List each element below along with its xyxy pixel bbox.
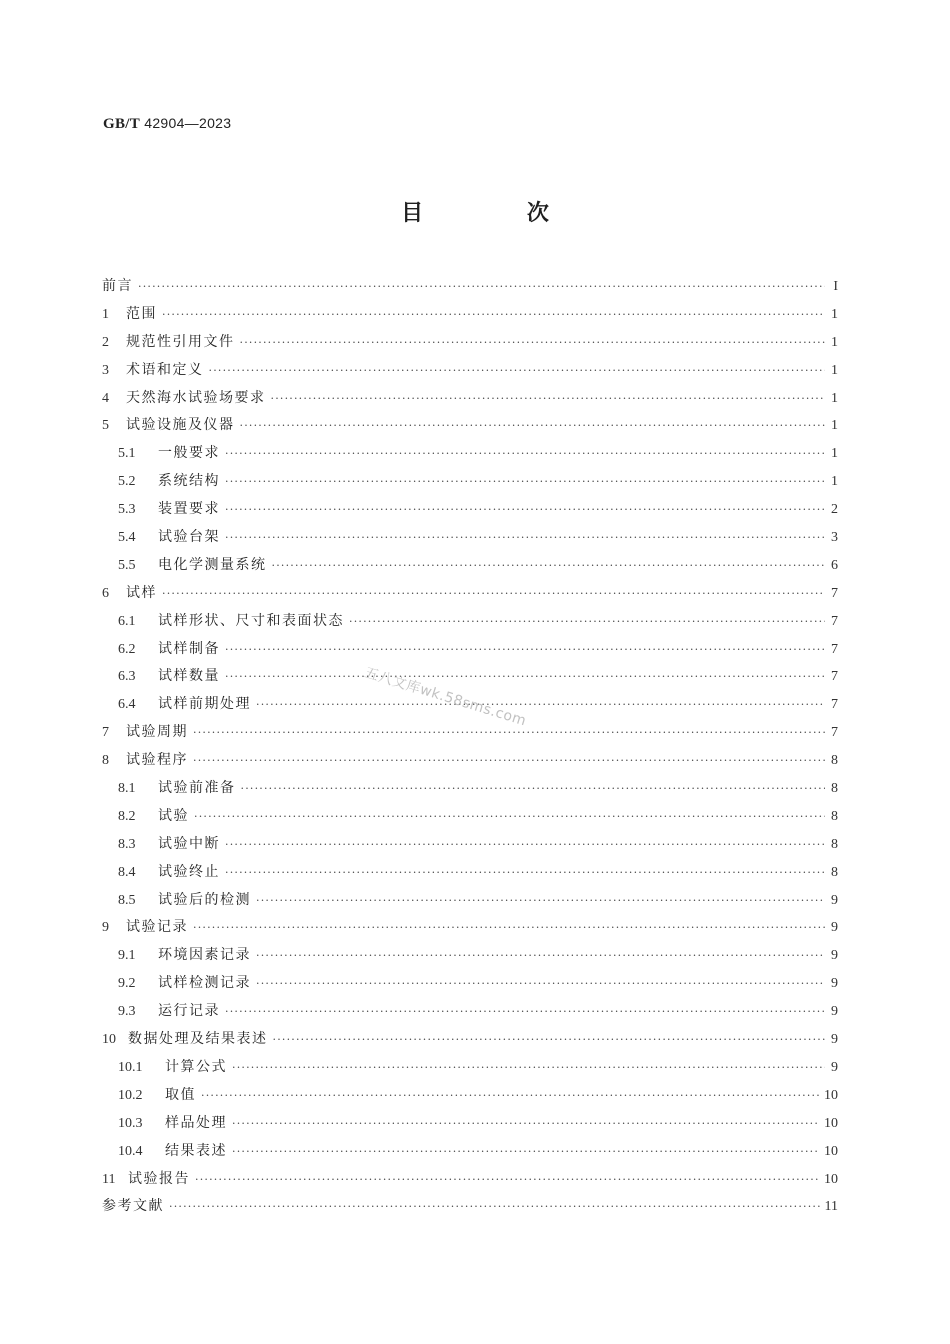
toc-entry[interactable] — [102, 524, 838, 552]
toc-entry[interactable] — [102, 1138, 838, 1166]
toc-entry-page: 9 — [831, 1004, 838, 1020]
toc-entry-title: 结果表述 — [165, 1142, 227, 1159]
toc-entry-title: 样品处理 — [165, 1114, 227, 1131]
toc-entry-number: 8.4 — [118, 864, 136, 880]
toc-entry-page: I — [833, 279, 838, 294]
toc-entry[interactable] — [102, 1082, 838, 1110]
toc-leader-dots — [241, 775, 826, 803]
toc-entry-title: 前言 — [102, 278, 133, 294]
toc-leader-dots — [225, 998, 825, 1026]
toc-entry[interactable] — [102, 580, 838, 608]
toc-entry[interactable] — [102, 496, 838, 524]
toc-entry-title: 试验前准备 — [158, 780, 236, 797]
toc-entry-page: 3 — [831, 530, 838, 546]
toc-entry[interactable] — [102, 440, 838, 468]
toc-entry-number: 7 — [102, 725, 109, 741]
toc-leader-dots — [193, 914, 825, 942]
toc-entry[interactable] — [102, 970, 838, 998]
toc-entry-number: 5.1 — [118, 446, 136, 462]
toc-entry-title: 装置要求 — [158, 501, 220, 518]
toc-entry-title: 试样检测记录 — [158, 975, 251, 992]
toc-entry-title: 试验后的检测 — [158, 891, 251, 908]
toc-entry-page: 1 — [831, 418, 838, 434]
toc-entry[interactable] — [102, 775, 838, 803]
toc-entry[interactable] — [102, 719, 838, 747]
toc-entry-page: 8 — [831, 808, 838, 824]
toc-entry-title: 试验报告 — [128, 1170, 190, 1187]
toc-entry-page: 1 — [831, 362, 838, 378]
toc-entry-page: 7 — [831, 669, 838, 685]
toc-entry-title: 试验 — [158, 807, 189, 824]
toc-entry-title: 取值 — [165, 1086, 196, 1103]
toc-leader-dots — [256, 887, 825, 915]
toc-entry-number: 9.2 — [118, 976, 136, 992]
toc-entry-number: 11 — [102, 1171, 116, 1187]
toc-leader-dots — [240, 329, 826, 357]
toc-entry-page: 7 — [831, 697, 838, 713]
toc-leader-dots — [232, 1138, 819, 1166]
toc-entry-number: 10.1 — [118, 1059, 143, 1075]
toc-entry[interactable] — [102, 552, 838, 580]
toc-entry-number: 9.3 — [118, 1004, 136, 1020]
toc-entry-number: 1 — [102, 306, 109, 322]
toc-entry-page: 1 — [831, 334, 838, 350]
toc-entry-title: 参考文献 — [102, 1198, 164, 1215]
toc-entry-title: 计算公式 — [165, 1058, 227, 1075]
toc-entry-page: 1 — [831, 474, 838, 490]
toc-entry-page: 8 — [831, 836, 838, 852]
toc-entry[interactable] — [102, 747, 838, 775]
toc-entry-page: 8 — [831, 864, 838, 880]
toc-entry-page: 10 — [824, 1115, 838, 1131]
toc-entry-title: 运行记录 — [158, 1003, 220, 1020]
toc-title: 目 次 — [401, 201, 597, 226]
toc-leader-dots — [256, 970, 825, 998]
toc-leader-dots — [271, 385, 826, 413]
toc-entry-title: 术语和定义 — [126, 361, 204, 378]
toc-entry-page: 6 — [831, 557, 838, 573]
toc-entry-page: 10 — [824, 1171, 838, 1187]
toc-entry-page: 9 — [831, 948, 838, 964]
toc-leader-dots — [209, 357, 826, 385]
toc-entry-title: 系统结构 — [158, 473, 220, 490]
toc-entry[interactable] — [102, 412, 838, 440]
toc-entry-number: 6.4 — [118, 697, 136, 713]
toc-entry-number: 9 — [102, 920, 109, 936]
toc-entry-title: 试验设施及仪器 — [126, 417, 235, 434]
toc-entry-title: 试样数量 — [158, 668, 220, 685]
toc-leader-dots — [256, 942, 825, 970]
toc-leader-dots — [349, 608, 825, 636]
toc-entry-title: 范围 — [126, 305, 157, 322]
toc-leader-dots — [201, 1082, 819, 1110]
toc-entry[interactable] — [102, 1026, 838, 1054]
toc-entry-number: 3 — [102, 362, 109, 378]
toc-entry[interactable] — [102, 914, 838, 942]
toc-entry-page: 2 — [831, 502, 838, 518]
toc-entry-page: 1 — [831, 446, 838, 462]
toc-entry-title: 试验周期 — [126, 724, 188, 741]
toc-entry-title: 试验中断 — [158, 835, 220, 852]
toc-entry-number: 10.4 — [118, 1143, 143, 1159]
toc-leader-dots — [195, 1166, 819, 1194]
toc-entry-number: 6.3 — [118, 669, 136, 685]
toc-entry[interactable] — [102, 608, 838, 636]
toc-entry-title: 一般要求 — [158, 445, 220, 462]
toc-leader-dots — [225, 859, 825, 887]
toc-entry-page: 11 — [824, 1199, 838, 1215]
toc-entry-number: 4 — [102, 390, 109, 406]
toc-entry-page: 1 — [831, 306, 838, 322]
toc-entry-page: 7 — [831, 641, 838, 657]
toc-entry[interactable] — [102, 385, 838, 413]
toc-leader-dots — [169, 1193, 820, 1221]
toc-entry-title: 试验终止 — [158, 863, 220, 880]
toc-entry[interactable] — [102, 1054, 838, 1082]
toc-entry[interactable] — [102, 357, 838, 385]
toc-entry[interactable] — [102, 636, 838, 664]
toc-entry-number: 8.3 — [118, 836, 136, 852]
toc-leader-dots — [225, 663, 825, 691]
toc-entry[interactable] — [102, 468, 838, 496]
toc-leader-dots — [272, 552, 826, 580]
toc-entry-page: 10 — [824, 1143, 838, 1159]
toc-entry[interactable] — [102, 831, 838, 859]
table-of-contents — [102, 273, 838, 1221]
toc-entry-page: 9 — [831, 1059, 838, 1075]
toc-entry[interactable] — [102, 1193, 838, 1221]
toc-entry-page: 8 — [831, 781, 838, 797]
toc-leader-dots — [232, 1110, 819, 1138]
toc-leader-dots — [193, 747, 825, 775]
toc-entry-title: 试样前期处理 — [158, 696, 251, 713]
toc-leader-dots — [273, 1026, 826, 1054]
toc-entry[interactable] — [102, 1166, 838, 1194]
toc-entry-title: 试样形状、尺寸和表面状态 — [158, 612, 344, 629]
toc-entry-number: 8 — [102, 753, 109, 769]
toc-entry-page: 10 — [824, 1087, 838, 1103]
toc-entry-number: 5.3 — [118, 502, 136, 518]
toc-entry[interactable] — [102, 942, 838, 970]
toc-entry[interactable] — [102, 859, 838, 887]
toc-entry-number: 6.1 — [118, 613, 136, 629]
toc-entry-number: 10 — [102, 1032, 116, 1048]
toc-entry-page: 9 — [831, 892, 838, 908]
toc-entry-title: 试样制备 — [158, 640, 220, 657]
toc-entry-title: 数据处理及结果表述 — [128, 1031, 268, 1048]
toc-entry-number: 8.2 — [118, 808, 136, 824]
toc-entry-number: 2 — [102, 334, 109, 350]
toc-entry-number: 6.2 — [118, 641, 136, 657]
toc-entry-title: 电化学测量系统 — [158, 556, 267, 573]
toc-entry-number: 8.1 — [118, 781, 136, 797]
toc-entry-number: 5 — [102, 418, 109, 434]
toc-leader-dots — [225, 831, 825, 859]
toc-leader-dots — [225, 524, 825, 552]
toc-entry[interactable] — [102, 329, 838, 357]
toc-entry[interactable] — [102, 301, 838, 329]
toc-leader-dots — [194, 803, 825, 831]
toc-entry[interactable] — [102, 273, 838, 301]
standard-number: 42904—2023 — [144, 115, 232, 131]
toc-entry[interactable] — [102, 1110, 838, 1138]
toc-entry[interactable] — [102, 887, 838, 915]
toc-entry-page: 7 — [831, 725, 838, 741]
toc-leader-dots — [225, 496, 825, 524]
toc-entry-title: 试验程序 — [126, 752, 188, 769]
toc-entry-page: 1 — [831, 390, 838, 406]
toc-leader-dots — [162, 580, 825, 608]
toc-entry-page: 9 — [831, 976, 838, 992]
toc-entry-number: 5.4 — [118, 530, 136, 546]
toc-entry-number: 5.5 — [118, 557, 136, 573]
toc-entry-page: 9 — [831, 920, 838, 936]
toc-entry-number: 8.5 — [118, 892, 136, 908]
toc-entry-title: 试验记录 — [126, 919, 188, 936]
toc-entry-page: 9 — [831, 1032, 838, 1048]
toc-entry[interactable] — [102, 998, 838, 1026]
toc-entry-number: 9.1 — [118, 948, 136, 964]
toc-entry-number: 5.2 — [118, 474, 136, 490]
toc-entry-title: 天然海水试验场要求 — [126, 389, 266, 406]
toc-leader-dots — [138, 273, 825, 301]
toc-entry-page: 7 — [831, 613, 838, 629]
toc-entry-number: 10.3 — [118, 1115, 143, 1131]
toc-leader-dots — [225, 468, 825, 496]
watermark: 五八文库wk.58sms.com — [362, 664, 529, 730]
toc-leader-dots — [225, 440, 825, 468]
toc-leader-dots — [240, 412, 826, 440]
toc-leader-dots — [256, 691, 825, 719]
toc-leader-dots — [232, 1054, 825, 1082]
toc-entry-number: 6 — [102, 585, 109, 601]
toc-leader-dots — [225, 636, 825, 664]
toc-entry[interactable] — [102, 663, 838, 691]
toc-entry-title: 环境因素记录 — [158, 947, 251, 964]
toc-entry-page: 8 — [831, 753, 838, 769]
toc-entry[interactable] — [102, 803, 838, 831]
toc-entry-title: 规范性引用文件 — [126, 333, 235, 350]
standard-prefix: GB/T — [103, 116, 141, 132]
toc-entry-number: 10.2 — [118, 1087, 143, 1103]
toc-entry-title: 试样 — [126, 584, 157, 601]
standard-code — [103, 115, 231, 133]
toc-entry-page: 7 — [831, 585, 838, 601]
toc-entry-title: 试验台架 — [158, 529, 220, 546]
toc-leader-dots — [162, 301, 825, 329]
